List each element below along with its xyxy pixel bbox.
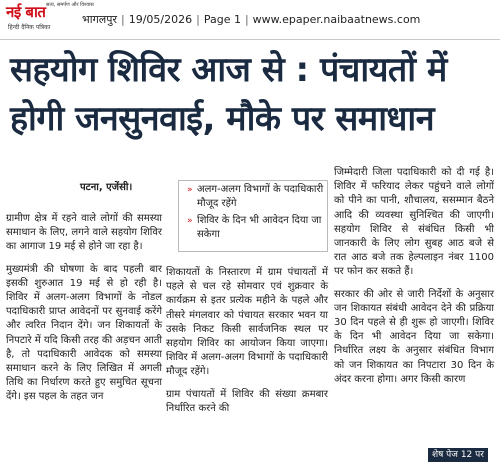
highlight-text: शिविर के दिन भी आवेदन दिया जा सकेगा bbox=[197, 215, 322, 240]
paragraph: शिकायतों के निस्तारण में ग्राम पंचायतों में पहले से चल रहे सोमवार एवं शुक्रवार के कार्यक्रम से इतर प्रत्येक महीने के पहले और तीसरे मंगलवार को पंचायत सरकार भवन या उसके निकट किसी सार्वजनिक स्थल पर सहयोग शिविर का आयोजन किया जाएगा। शिविर में अलग-अलग विभागों के पदाधिकारी मौजूद रहेंगे। bbox=[166, 267, 328, 378]
edition-date: 19/05/2026 bbox=[128, 13, 193, 26]
paragraph: जिम्मेदारी जिला पदाधिकारी को दी गई है। शिविर में फरियाद लेकर पहुंचने वाले लोगों को पीने का पानी, शौचालय, ससम्मान बैठने आदि की व्यवस्था सुनिश्चित की जाएगी। सहयोग शिविर से संबंधित किसी भी जानकारी के लिए लोग सुबह आठ बजे से रात आठ बजे तक हेल्पलाइन नंबर 1100 पर फोन कर सकते हैं। bbox=[334, 167, 494, 278]
article-column-2 bbox=[166, 266, 328, 416]
headline-line-2: होगी जनसुनवाई, मौके पर समाधान bbox=[10, 99, 435, 139]
logo-tagline-top: सत्य, समर्पण और विश्वास bbox=[46, 2, 94, 8]
highlight-text: अलग-अलग विभागों के पदाधिकारी मौजूद रहेंगे bbox=[197, 184, 324, 209]
highlight-item bbox=[187, 183, 327, 211]
logo-tagline-bottom: हिन्दी दैनिक पत्रिका bbox=[8, 24, 51, 31]
paragraph: मुख्यमंत्री की घोषणा के बाद पहली बार इसकी शुरुआत 19 मई से हो रही है। शिविर में अलग-अलग विभागों के नोडल पदाधिकारी प्राप्त आवेदनों पर सुनवाई करेंगे और त्वरित निदान देंगे। जन शिकायतों के निपटारे में यदि किसी तरह की अड़चन आती है, तो पदाधिकारी आवेदक को समस्या समाधान करने के लिए लिखित में अगली तिथि का निर्धारण करते हुए समुचित सूचना देंगे। इस पहल के तहत जन bbox=[6, 263, 162, 403]
edition-city: भागलपुर bbox=[82, 13, 117, 26]
dateline: पटना, एजेंसी। bbox=[80, 182, 133, 193]
separator: | bbox=[244, 13, 249, 26]
masthead-logo[interactable] bbox=[6, 2, 94, 36]
paragraph: ग्राम पंचायतों में शिविर की संख्या क्रमबार निर्धारित करने की bbox=[166, 388, 328, 414]
continued-on-page-tag[interactable]: शेष पेज 12 पर bbox=[428, 448, 488, 462]
separator: | bbox=[120, 13, 125, 26]
paragraph: सरकार की ओर से जारी निर्देशों के अनुसार जन शिकायत संबंधी आवेदन देने की प्रक्रिया 30 दिन पहले से ही शुरू हो जाएगी। शिविर के दिन भी आवेदन दिया जा सकेगा। निर्धारित लक्ष्य के अनुसार संबंधित विभाग को जन शिकायत का निपटारा 30 दिन के अंदर करना होगा। अगर किसी कारण bbox=[334, 288, 494, 385]
article-headline bbox=[10, 46, 496, 144]
logo-text: नई बात bbox=[6, 3, 46, 21]
paragraph: ग्रामीण क्षेत्र में रहने वाले लोगों की समस्या समाधान के लिए, लगने वाले सहयोग शिविर का आगाज 19 मई से होने जा रहा है। bbox=[6, 213, 162, 253]
double-chevron-right-icon: » bbox=[187, 216, 193, 226]
double-chevron-right-icon: » bbox=[187, 185, 193, 195]
highlights-box bbox=[178, 180, 328, 252]
edition-info bbox=[82, 12, 420, 27]
site-link[interactable]: www.epaper.naibaatnews.com bbox=[252, 13, 421, 26]
highlight-item bbox=[187, 214, 327, 242]
page-header bbox=[0, 0, 500, 40]
headline-line-1: सहयोग शिविर आज से : पंचायतों में bbox=[10, 50, 447, 90]
page-number: Page 1 bbox=[203, 13, 241, 26]
article-column-1 bbox=[6, 212, 162, 405]
article-column-3 bbox=[334, 166, 494, 387]
separator: | bbox=[196, 13, 200, 26]
